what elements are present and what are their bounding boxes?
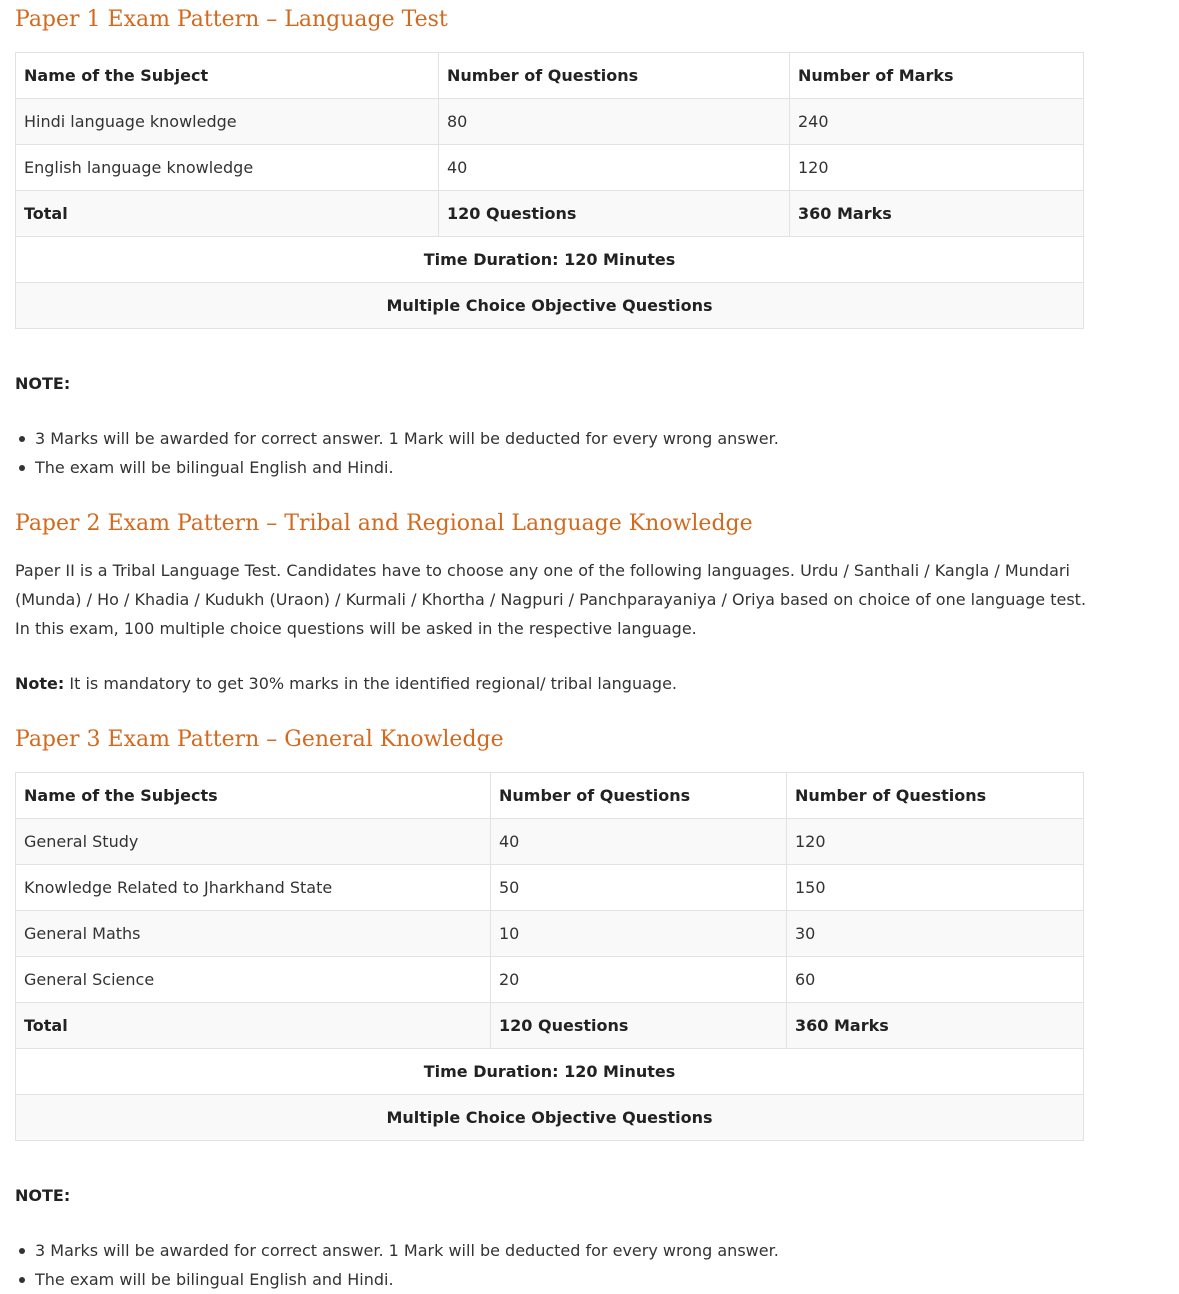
header-cell: Number of Questions — [491, 773, 787, 819]
table-cell: General Science — [16, 957, 491, 1003]
table-cell: 240 — [790, 99, 1084, 145]
table-cell: 40 — [491, 819, 787, 865]
paper3-note-list — [15, 1236, 779, 1294]
paper1-heading: Paper 1 Exam Pattern – Language Test — [15, 7, 448, 32]
list-item: The exam will be bilingual English and Hindi. — [35, 1265, 779, 1294]
total-cell: 120 Questions — [439, 191, 790, 237]
note-label: Note: — [15, 674, 65, 693]
header-cell: Name of the Subjects — [16, 773, 491, 819]
header-cell: Number of Marks — [790, 53, 1084, 99]
table-row — [16, 957, 1084, 1003]
table-row — [16, 819, 1084, 865]
list-item: 3 Marks will be awarded for correct answer. 1 Mark will be deducted for every wrong answer. — [35, 424, 779, 453]
paper2-note — [15, 669, 677, 698]
paragraph-line: In this exam, 100 multiple choice questions will be asked in the respective language. — [15, 619, 697, 638]
question-type-cell: Multiple Choice Objective Questions — [16, 283, 1084, 329]
paragraph-line: Paper II is a Tribal Language Test. Candidates have to choose any one of the following languages. Urdu / Santhali / Kangla / Mundari — [15, 561, 1070, 580]
duration-row — [16, 1049, 1084, 1095]
table-cell: Hindi language knowledge — [16, 99, 439, 145]
total-cell: 360 Marks — [787, 1003, 1084, 1049]
paper1-table — [15, 52, 1084, 329]
table-header-row — [16, 773, 1084, 819]
duration-cell: Time Duration: 120 Minutes — [16, 1049, 1084, 1095]
table-cell: 60 — [787, 957, 1084, 1003]
question-type-row — [16, 1095, 1084, 1141]
note-text: It is mandatory to get 30% marks in the identified regional/ tribal language. — [64, 674, 677, 693]
paper2-heading: Paper 2 Exam Pattern – Tribal and Regional Language Knowledge — [15, 511, 753, 536]
question-type-cell: Multiple Choice Objective Questions — [16, 1095, 1084, 1141]
table-cell: 10 — [491, 911, 787, 957]
table-total-row — [16, 191, 1084, 237]
paper2-description — [15, 556, 1115, 643]
question-type-row — [16, 283, 1084, 329]
table-cell: 50 — [491, 865, 787, 911]
table-header-row — [16, 53, 1084, 99]
duration-cell: Time Duration: 120 Minutes — [16, 237, 1084, 283]
table-row — [16, 911, 1084, 957]
table-cell: 120 — [790, 145, 1084, 191]
list-item: 3 Marks will be awarded for correct answer. 1 Mark will be deducted for every wrong answer. — [35, 1236, 779, 1265]
total-cell: 360 Marks — [790, 191, 1084, 237]
table-cell: General Study — [16, 819, 491, 865]
list-item: The exam will be bilingual English and Hindi. — [35, 453, 779, 482]
paper3-table — [15, 772, 1084, 1141]
table-cell: General Maths — [16, 911, 491, 957]
total-cell: 120 Questions — [491, 1003, 787, 1049]
paragraph-line: (Munda) / Ho / Khadia / Kudukh (Uraon) / Kurmali / Khortha / Nagpuri / Panchparayaniya / Oriya based on choice of one language test. — [15, 590, 1087, 609]
header-cell: Name of the Subject — [16, 53, 439, 99]
table-cell: Knowledge Related to Jharkhand State — [16, 865, 491, 911]
header-cell: Number of Questions — [439, 53, 790, 99]
table-cell: 80 — [439, 99, 790, 145]
total-cell: Total — [16, 1003, 491, 1049]
header-cell: Number of Questions — [787, 773, 1084, 819]
paper1-note-list — [15, 424, 779, 482]
paper3-heading: Paper 3 Exam Pattern – General Knowledge — [15, 727, 504, 752]
table-cell: 150 — [787, 865, 1084, 911]
table-cell: 120 — [787, 819, 1084, 865]
table-cell: 20 — [491, 957, 787, 1003]
table-total-row — [16, 1003, 1084, 1049]
table-cell: English language knowledge — [16, 145, 439, 191]
table-row — [16, 145, 1084, 191]
table-row — [16, 865, 1084, 911]
paper1-note-label: NOTE: — [15, 374, 71, 393]
paper3-note-label: NOTE: — [15, 1186, 71, 1205]
duration-row — [16, 237, 1084, 283]
table-cell: 40 — [439, 145, 790, 191]
table-row — [16, 99, 1084, 145]
table-cell: 30 — [787, 911, 1084, 957]
total-cell: Total — [16, 191, 439, 237]
